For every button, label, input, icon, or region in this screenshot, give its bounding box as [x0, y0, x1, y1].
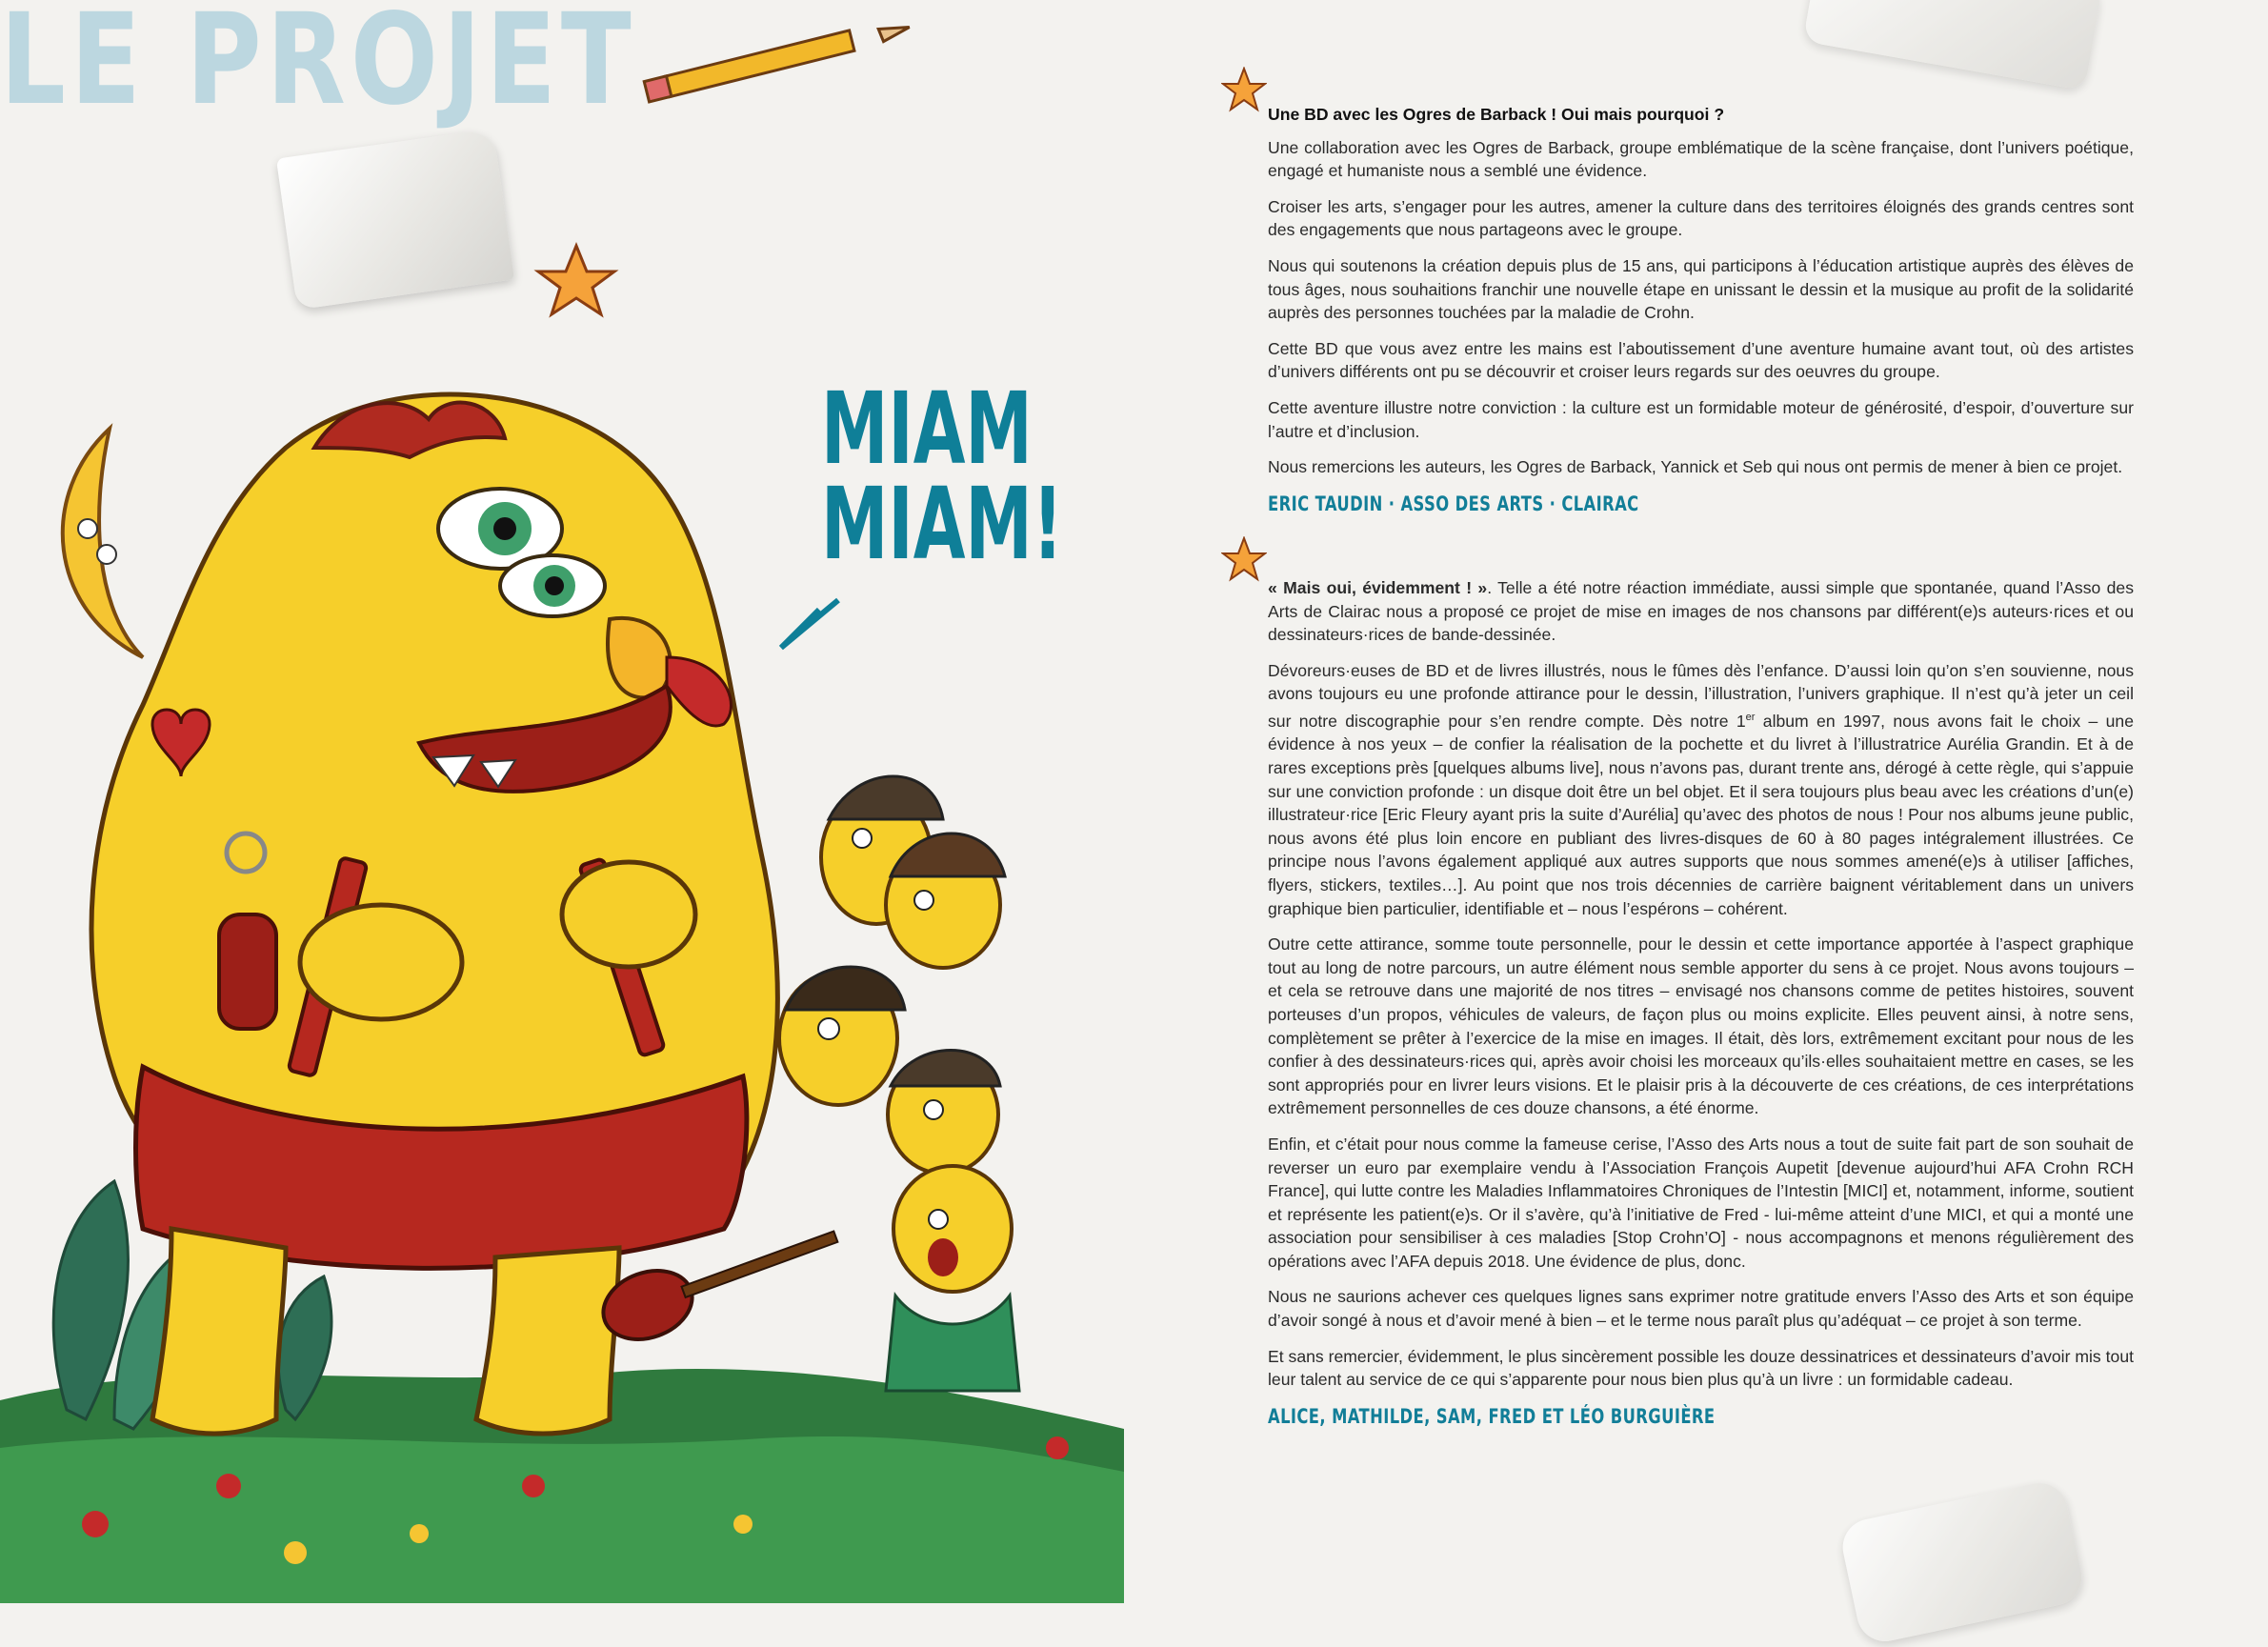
star-icon: [1221, 67, 1267, 112]
ogre-leg-left: [152, 1229, 286, 1434]
section-intro: [1268, 103, 2134, 515]
speech-line-1: MIAM: [821, 371, 1033, 487]
band-member-5: [886, 1166, 1019, 1391]
paragraph: Cette BD que vous avez entre les mains est l’aboutissement d’une aventure humaine avant tout, où des artistes d’univers différents ont pu se découvrir et croiser leurs regards sur des oeuvres du groupe.: [1268, 338, 2134, 382]
paragraph: Et sans remercier, évidemment, le plus sincèrement possible les douze dessinatrices et dessinateurs d’avoir mis tout leur talent au service de ce qui s’apparente pour nous bien plus qu’à un livre : un formidable cadeau.: [1268, 1346, 2134, 1390]
speech-bubble-text: [821, 371, 1064, 582]
lead-quote: « Mais oui, évidemment ! »: [1268, 578, 1488, 597]
paragraph: Croiser les arts, s’engager pour les autres, amener la culture dans des territoires éloignés des grands centres sont des engagements que nous partageons avec le groupe.: [1268, 196, 2134, 240]
paragraph: Une collaboration avec les Ogres de Barback, groupe emblématique de la scène française, dont l’univers poétique, engagé et humaniste nous a semblé une évidence.: [1268, 137, 2134, 181]
paper-fold-bottom-right: [1837, 1477, 2087, 1646]
star-icon: [1221, 536, 1267, 582]
speech-line-2: MIAM!: [821, 466, 1064, 582]
p2-end: album en 1997, nous avons fait le choix – une évidence à nos yeux – de confier la réalisation de la pochette et du livret à l’illustratrice Aurélia Grandin. Et à de rares exceptions près [quelques albums live], nous n’avons pas, durant trente ans, dérogé à cette règle, qui s’appuie sur une conviction profonde : un disque doit être un bel objet. Et il sera toujours plus beau avec les créations d’un(e) illustrateur·rice [Eric Fleury ayant pris la suite d’Aurélia] qu’avec des photos de nous ! Pour nos albums jeune public, nous avons été plus loin encore en publiant des livres-disques de 60 à 80 pages intégralement illustrées. Ce principe nous l’avons également appliqué aux autres supports que nous sommes amené(e)s à utiliser [affiches, flyers, stickers, textiles…]. Au point que nos trois décennies de carrière baignent véritablement dans un univers graphique bien particulier, identifiable et – nous l’espérons – cohérent.: [1268, 711, 2134, 918]
paper-fold-top-right: [1803, 0, 2103, 90]
lead-text: . Telle a été notre réaction immédiate, aussi simple que spontanée, quand l’Asso des Arts de Clairac nous a proposé ce projet de mise en images de nos chansons par différent(e)s auteurs·rices et ou dessinateurs·rices de bande-dessinée.: [1268, 578, 2134, 645]
paragraph: Outre cette attirance, somme toute personnelle, pour le dessin et cette importance apportée à l’aspect graphique tout au long de notre parcours, un autre élément nous semble apporter du sens à ce projet. Nous avons toujours – et cela se retrouve dans une majorité de nos titres – envisagé nos chansons comme de petites histoires, souvent porteuses d’un propos, véhicules de valeurs, de façon plus ou moins explicite. Elles peuvent ainsi, à notre sens, complètement se prêter à l’exercice de la mise en images. Il était, dès lors, extrêmement excitant pour nous de les confier à des dessinateurs·rices qui, après avoir choisi les morceaux qu’ils·elles souhaitaient mettre en cases, se les sont appropriés pour en livrer leurs visions. Et le plaisir pris à la découverte de ces créations, de ces interprétations extrêmement personnelles de ces douze chansons, a été énorme.: [1268, 934, 2134, 1118]
paragraph: Nous qui soutenons la création depuis plus de 15 ans, qui participons à l’éducation artistique auprès des élèves de tous âges, nous souhaitions franchir une nouvelle étape en unissant le dessin et la musique au profit de la solidarité auprès des personnes touchées par la maladie de Crohn.: [1268, 255, 2134, 323]
section-heading: Une BD avec les Ogres de Barback ! Oui mais pourquoi ?: [1268, 105, 1725, 124]
band-member-2: [886, 834, 1005, 968]
signature: ERIC TAUDIN · ASSO DES ARTS · CLAIRAC: [1268, 492, 1639, 515]
page-title: LE PROJET: [0, 0, 636, 133]
p2-start: Dévoreurs·euses de BD et de livres illustrés, nous le fûmes dès l’enfance. D’aussi loin qu’on s’en souvienne, nous avons toujours eu une profonde attirance pour le dessin, l’illustration, l’univers graphique. Il n’est qu’à jeter un ceil sur notre discographie pour s’en rendre compte. Dès notre 1: [1268, 660, 2134, 731]
paragraph: Nous ne saurions achever ces quelques lignes sans exprimer notre gratitude envers l’Asso des Arts et son équipe d’avoir songé à nous et d’avoir mené à bien – et le terme nous paraît plus qu’adéquat – ce projet à son terme.: [1268, 1287, 2134, 1331]
paragraph: Cette aventure illustre notre conviction : la culture est un formidable moteur de générosité, d’espoir, d’ouverture sur l’autre et d’inclusion.: [1268, 397, 2134, 441]
signature: ALICE, MATHILDE, SAM, FRED ET LÉO BURGUIÈRE: [1268, 1404, 1716, 1428]
band-member-3: [779, 967, 905, 1105]
paragraph: Nous remercions les auteurs, les Ogres de Barback, Yannick et Seb qui nous ont permis de mener à bien ce projet.: [1268, 457, 2123, 477]
paragraph: [1268, 576, 2134, 647]
paragraph: [1268, 659, 2134, 920]
ogre-leg-right: [476, 1248, 619, 1434]
speech-tail: [781, 600, 838, 648]
ogre-band-illustration: [0, 0, 1124, 1603]
star-sky: [538, 246, 614, 314]
flying-pencil: [644, 16, 912, 102]
crescent-moon: [63, 429, 143, 657]
paragraph: Enfin, et c’était pour nous comme la fameuse cerise, l’Asso des Arts nous a tout de suite fait part de son souhait de reverser un euro par exemplaire vendu à l’Association François Aupetit [devenue aujourd’hui AFA Crohn RCH France], qui lutte contre les Maladies Inflammatoires Chroniques de l’Intestin [MICI] et, notamment, informe, soutient et représente les patient(e)s. Or il s’avère, qu’à l’initiative de Fred - lui-même atteint d’une MICI, et qui a monté une association pour sensibiliser à ces maladies [Stop Crohn’O] - nous accompagnons et menons régulièrement des opérations avec l’AFA depuis 2018. Une évidence de plus, donc.: [1268, 1134, 2134, 1271]
superscript: er: [1745, 711, 1756, 723]
band-member-4: [888, 1051, 1000, 1175]
section-band-letter: [1268, 576, 2134, 1428]
